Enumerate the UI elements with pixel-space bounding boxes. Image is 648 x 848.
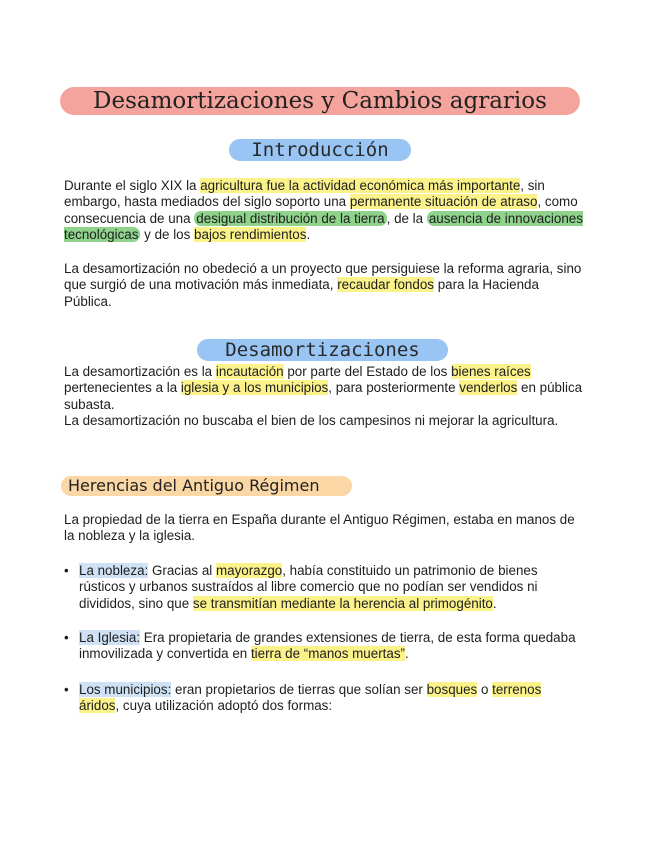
- item-label: La Iglesia:: [79, 630, 141, 645]
- highlight-yellow: terrenos áridos: [79, 682, 542, 714]
- text-run: .: [404, 646, 409, 662]
- text-run: , para posteriormente: [328, 380, 460, 396]
- list-item-iglesia: [64, 630, 584, 663]
- item-label: Los municipios:: [79, 682, 172, 697]
- text-run: Era propietaria de grandes extensiones de tierra, de esta forma quedaba inmovilizada y convertida en: [79, 630, 576, 662]
- text-run: por parte del Estado de los: [283, 364, 452, 379]
- list-item-nobleza: [64, 563, 584, 612]
- highlight-yellow: mayorazgo: [215, 563, 283, 578]
- intro-paragraph-1: [64, 178, 584, 244]
- desamortizaciones-paragraph: [64, 364, 584, 430]
- bullet-list: [64, 630, 584, 663]
- highlight-yellow: bienes raíces: [451, 364, 531, 379]
- list-item-municipios: [64, 682, 584, 715]
- text-run: , sin embargo, hasta mediados del siglo soporto una: [64, 178, 545, 210]
- highlight-yellow: iglesia y a los municipios: [180, 380, 329, 396]
- highlight-yellow: bosques: [426, 682, 478, 697]
- text-run: La desamortización no obedeció a un proyecto que persiguiese la reforma agraria, sino que surgió de una motivación más inmediata,: [64, 261, 582, 293]
- text-run: o: [477, 682, 493, 697]
- text-run: para la Hacienda Pública.: [64, 277, 539, 309]
- highlight-yellow: recaudar fondos: [337, 277, 434, 293]
- bullet-list: [64, 682, 584, 715]
- text-run: Durante el siglo XIX la: [64, 178, 201, 193]
- text-run: , como consecuencia de una: [64, 194, 578, 226]
- highlight-yellow: tierra de “manos muertas”: [250, 646, 405, 662]
- text-run: eran propietarios de tierras que solían ser: [171, 682, 427, 697]
- section-heading-introduccion: Introducción: [229, 139, 411, 161]
- highlight-yellow: venderlos: [459, 380, 518, 396]
- text-run: La desamortización es la: [64, 364, 216, 379]
- section-heading-desamortizaciones: Desamortizaciones: [197, 339, 448, 361]
- highlight-green: desigual distribución de la tierra: [196, 210, 385, 226]
- highlight-yellow: agricultura fue la actividad económica más importante: [200, 178, 521, 193]
- highlight-yellow: permanente situación de atraso: [349, 194, 538, 210]
- text-run: .: [306, 227, 311, 243]
- subsection-heading-herencias: Herencias del Antiguo Régimen: [61, 476, 352, 496]
- item-label: La nobleza:: [79, 563, 149, 578]
- document-title: Desamortizaciones y Cambios agrarios: [60, 87, 580, 115]
- highlight-yellow: incautación: [215, 364, 284, 379]
- text-run: La desamortización no buscaba el bien de los campesinos ni mejorar la agricultura.: [64, 413, 559, 429]
- bullet-list: [64, 563, 584, 612]
- highlight-green: ausencia de innovaciones tecnológicas: [64, 210, 583, 243]
- highlight-yellow: se transmitían mediante la herencia al primogénito: [192, 595, 493, 611]
- text-run: , cuya utilización adoptó dos formas:: [115, 698, 333, 714]
- text-run: , había constituido un patrimonio de bienes rústicos y urbanos sustraídos al libre comercio que no podían ser vendidos ni divididos, sino que: [79, 563, 538, 611]
- text-run: en pública subasta.: [64, 380, 583, 412]
- text-run: .: [492, 595, 497, 611]
- text-run: pertenecientes a la: [64, 380, 181, 396]
- herencias-paragraph: La propiedad de la tierra en España durante el Antiguo Régimen, estaba en manos de la nobleza y la iglesia.: [64, 512, 575, 544]
- text-run: , de la: [386, 210, 427, 226]
- text-run: Gracias al: [148, 563, 216, 578]
- intro-paragraph-2: [64, 261, 584, 310]
- highlight-yellow: bajos rendimientos: [194, 227, 307, 243]
- text-run: y de los: [140, 227, 195, 243]
